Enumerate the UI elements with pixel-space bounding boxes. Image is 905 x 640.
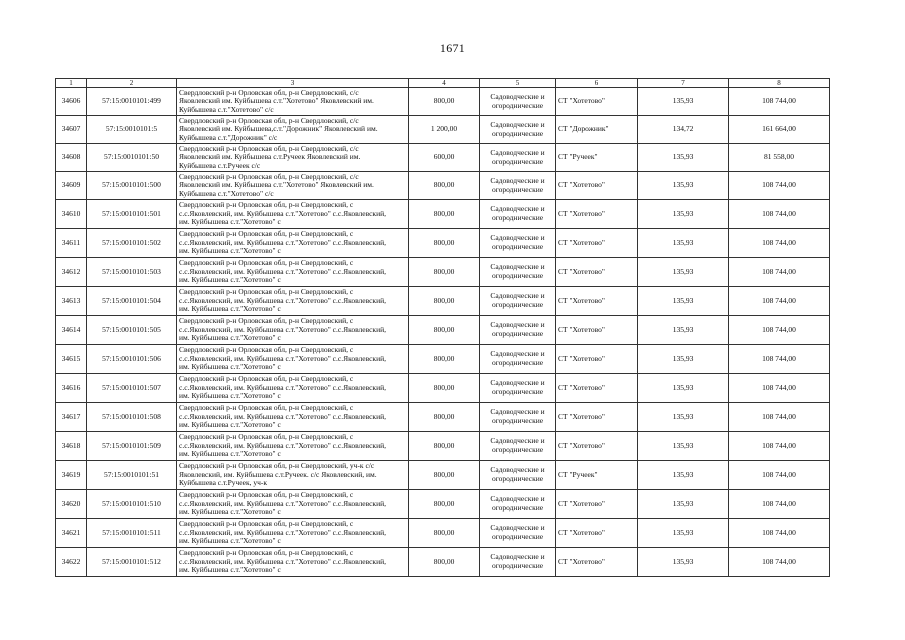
category-line: огороднические bbox=[491, 213, 544, 222]
address-cell bbox=[177, 519, 409, 548]
table-row bbox=[56, 229, 830, 258]
address-line: с.с.Яковлевский, им. Куйбышева с.т."Хотетово" с.с.Яковлевский, bbox=[179, 383, 386, 392]
table-body bbox=[56, 88, 830, 577]
table-row bbox=[56, 316, 830, 345]
cadastral-value: 81 558,00 bbox=[729, 144, 830, 172]
cadastral-number: 57:15:0010101:508 bbox=[87, 403, 177, 432]
address-line: с.с.Яковлевский, им. Куйбышева с.т."Хотетово" с.с.Яковлевский, bbox=[179, 441, 386, 450]
table-row bbox=[56, 490, 830, 519]
cadastral-number: 57:15:0010101:5 bbox=[87, 116, 177, 144]
cadastral-number: 57:15:0010101:501 bbox=[87, 200, 177, 229]
address-cell bbox=[177, 172, 409, 200]
organization-name: СТ "Хотетово" bbox=[556, 200, 638, 229]
category-line: огороднические bbox=[491, 416, 544, 425]
address-line: с.с.Яковлевский, им. Куйбышева с.т."Хотетово" с.с.Яковлевский, bbox=[179, 412, 386, 421]
land-use-category bbox=[480, 316, 556, 345]
page-number: 1671 bbox=[439, 41, 466, 55]
category-line: Садоводческие и bbox=[490, 349, 545, 359]
cadastral-value: 108 744,00 bbox=[729, 345, 830, 374]
cadastral-value: 161 664,00 bbox=[729, 116, 830, 144]
address-line: Свердловский р-н Орловская обл, р-н Свердловский, с/с bbox=[179, 88, 359, 97]
organization-name: СТ "Хотетово" bbox=[556, 258, 638, 287]
category-line: Садоводческие и bbox=[490, 262, 545, 272]
category-line: Садоводческие и bbox=[490, 436, 545, 446]
cadastral-number: 57:15:0010101:51 bbox=[87, 461, 177, 490]
table-row bbox=[56, 116, 830, 144]
address-line: Куйбышева с.т."Хотетово" с/с bbox=[179, 189, 274, 198]
specific-value: 135,93 bbox=[638, 144, 729, 172]
area-value: 800,00 bbox=[409, 519, 480, 548]
cadastral-value: 108 744,00 bbox=[729, 519, 830, 548]
category-line: огороднические bbox=[491, 561, 544, 570]
organization-name: СТ "Хотетово" bbox=[556, 519, 638, 548]
specific-value: 135,93 bbox=[638, 548, 729, 577]
specific-value: 135,93 bbox=[638, 88, 729, 116]
cadastral-number: 57:15:0010101:505 bbox=[87, 316, 177, 345]
category-line: огороднические bbox=[491, 358, 544, 367]
category-line: огороднические bbox=[491, 271, 544, 280]
address-line: Куйбышева с.т."Хотетово" с/с bbox=[179, 105, 274, 114]
address-cell bbox=[177, 432, 409, 461]
specific-value: 135,93 bbox=[638, 374, 729, 403]
specific-value: 135,93 bbox=[638, 229, 729, 258]
table-row bbox=[56, 432, 830, 461]
row-number: 34611 bbox=[56, 229, 87, 258]
address-line: Свердловский р-н Орловская обл, р-н Свердловский, с bbox=[179, 259, 354, 268]
table-row bbox=[56, 345, 830, 374]
cadastral-value: 108 744,00 bbox=[729, 172, 830, 200]
address-line: Свердловский р-н Орловская обл, р-н Свердловский, с/с bbox=[179, 172, 359, 181]
address-line: им. Куйбышева с.т."Хотетово" с bbox=[179, 276, 281, 285]
category-line: Садоводческие и bbox=[490, 291, 545, 301]
address-line: Свердловский р-н Орловская обл, р-н Свердловский, с bbox=[179, 520, 354, 529]
area-value: 600,00 bbox=[409, 144, 480, 172]
specific-value: 135,93 bbox=[638, 403, 729, 432]
cadastral-value: 108 744,00 bbox=[729, 548, 830, 577]
table-row bbox=[56, 461, 830, 490]
address-cell bbox=[177, 229, 409, 258]
column-index: 8 bbox=[729, 79, 830, 88]
row-number: 34618 bbox=[56, 432, 87, 461]
table-row bbox=[56, 403, 830, 432]
address-line: Свердловский р-н Орловская обл, р-н Свердловский, с bbox=[179, 549, 354, 558]
category-line: Садоводческие и bbox=[490, 552, 545, 562]
table-row bbox=[56, 144, 830, 172]
organization-name: СТ "Хотетово" bbox=[556, 345, 638, 374]
address-cell bbox=[177, 461, 409, 490]
category-line: Садоводческие и bbox=[490, 465, 545, 475]
category-line: огороднические bbox=[491, 503, 544, 512]
organization-name: СТ "Хотетово" bbox=[556, 432, 638, 461]
address-cell bbox=[177, 287, 409, 316]
address-line: Свердловский р-н Орловская обл, р-н Свердловский, с bbox=[179, 201, 354, 210]
land-use-category bbox=[480, 345, 556, 374]
area-value: 800,00 bbox=[409, 374, 480, 403]
organization-name: СТ "Хотетово" bbox=[556, 548, 638, 577]
land-use-category bbox=[480, 287, 556, 316]
area-value: 1 200,00 bbox=[409, 116, 480, 144]
cadastral-value: 108 744,00 bbox=[729, 316, 830, 345]
cadastral-number: 57:15:0010101:512 bbox=[87, 548, 177, 577]
category-line: огороднические bbox=[491, 184, 544, 194]
cadastral-number: 57:15:0010101:511 bbox=[87, 519, 177, 548]
land-use-category bbox=[480, 144, 556, 172]
specific-value: 135,93 bbox=[638, 287, 729, 316]
address-line: им. Куйбышева с.т."Хотетово" с bbox=[179, 566, 281, 575]
cadastral-value: 108 744,00 bbox=[729, 200, 830, 229]
address-line: Свердловский р-н Орловская обл, р-н Свердловский, с bbox=[179, 346, 354, 355]
row-number: 34614 bbox=[56, 316, 87, 345]
cadastral-value: 108 744,00 bbox=[729, 374, 830, 403]
address-line: с.с.Яковлевский, им. Куйбышева с.т."Хотетово" с.с.Яковлевский, bbox=[179, 325, 386, 334]
specific-value: 134,72 bbox=[638, 116, 729, 144]
row-number: 34616 bbox=[56, 374, 87, 403]
category-line: Садоводческие и bbox=[490, 119, 545, 129]
table-row bbox=[56, 172, 830, 200]
category-line: Садоводческие и bbox=[490, 204, 545, 214]
row-number: 34607 bbox=[56, 116, 87, 144]
column-index: 3 bbox=[177, 79, 409, 88]
address-line: им. Куйбышева с.т."Хотетово" с bbox=[179, 392, 281, 401]
cadastral-value: 108 744,00 bbox=[729, 432, 830, 461]
category-line: Садоводческие и bbox=[490, 494, 545, 504]
cadastral-number: 57:15:0010101:509 bbox=[87, 432, 177, 461]
land-use-category bbox=[480, 432, 556, 461]
address-cell bbox=[177, 258, 409, 287]
address-line: Свердловский р-н Орловская обл, р-н Свердловский, с bbox=[179, 288, 354, 297]
address-line: Свердловский р-н Орловская обл, р-н Свердловский, с/с bbox=[179, 116, 359, 125]
address-line: с.с.Яковлевский, им. Куйбышева с.т."Хотетово" с.с.Яковлевский, bbox=[179, 238, 386, 247]
area-value: 800,00 bbox=[409, 258, 480, 287]
address-line: Свердловский р-н Орловская обл, р-н Свердловский, уч-к с/с bbox=[179, 462, 375, 471]
address-line: Свердловский р-н Орловская обл, р-н Свердловский, с bbox=[179, 404, 354, 413]
category-line: огороднические bbox=[491, 242, 544, 251]
address-line: им. Куйбышева с.т."Хотетово" с bbox=[179, 450, 281, 459]
area-value: 800,00 bbox=[409, 548, 480, 577]
cadastral-number: 57:15:0010101:502 bbox=[87, 229, 177, 258]
column-index: 1 bbox=[56, 79, 87, 88]
address-line: им. Куйбышева с.т."Хотетово" с bbox=[179, 363, 281, 372]
specific-value: 135,93 bbox=[638, 432, 729, 461]
organization-name: СТ "Хотетово" bbox=[556, 403, 638, 432]
category-line: огороднические bbox=[491, 156, 544, 166]
category-line: Садоводческие и bbox=[490, 147, 545, 157]
land-use-category bbox=[480, 116, 556, 144]
area-value: 800,00 bbox=[409, 229, 480, 258]
category-line: Садоводческие и bbox=[490, 233, 545, 243]
address-line: с.с.Яковлевский, им. Куйбышева с.т."Хотетово" с.с.Яковлевский, bbox=[179, 267, 386, 276]
organization-name: СТ "Ручеек" bbox=[556, 144, 638, 172]
address-cell bbox=[177, 116, 409, 144]
address-cell bbox=[177, 403, 409, 432]
table-row bbox=[56, 374, 830, 403]
cadastral-value: 108 744,00 bbox=[729, 490, 830, 519]
cadastral-number: 57:15:0010101:499 bbox=[87, 88, 177, 116]
organization-name: СТ "Хотетово" bbox=[556, 374, 638, 403]
area-value: 800,00 bbox=[409, 490, 480, 519]
address-line: им. Куйбышева с.т."Хотетово" с bbox=[179, 218, 281, 227]
area-value: 800,00 bbox=[409, 403, 480, 432]
cadastral-number: 57:15:0010101:507 bbox=[87, 374, 177, 403]
row-number: 34606 bbox=[56, 88, 87, 116]
address-cell bbox=[177, 316, 409, 345]
category-line: огороднические bbox=[491, 387, 544, 396]
land-use-category bbox=[480, 200, 556, 229]
cadastral-value: 108 744,00 bbox=[729, 287, 830, 316]
address-line: им. Куйбышева с.т."Хотетово" с bbox=[179, 247, 281, 256]
address-line: Свердловский р-н Орловская обл, р-н Свердловский, с bbox=[179, 375, 354, 384]
row-number: 34619 bbox=[56, 461, 87, 490]
column-index: 7 bbox=[638, 79, 729, 88]
table-row bbox=[56, 548, 830, 577]
address-line: Куйбышева с.т.Ручеек, уч-к bbox=[179, 479, 268, 488]
row-number: 34609 bbox=[56, 172, 87, 200]
row-number: 34613 bbox=[56, 287, 87, 316]
row-number: 34612 bbox=[56, 258, 87, 287]
land-use-category bbox=[480, 258, 556, 287]
specific-value: 135,93 bbox=[638, 258, 729, 287]
area-value: 800,00 bbox=[409, 172, 480, 200]
address-line: Яковлевский им. Куйбышева с.т.Ручеек Яковлевский им. bbox=[179, 153, 361, 162]
specific-value: 135,93 bbox=[638, 200, 729, 229]
address-line: им. Куйбышева с.т."Хотетово" с bbox=[179, 508, 281, 517]
address-cell bbox=[177, 345, 409, 374]
organization-name: СТ "Хотетово" bbox=[556, 316, 638, 345]
specific-value: 135,93 bbox=[638, 490, 729, 519]
address-line: с.с.Яковлевский, им. Куйбышева с.т."Хотетово" с.с.Яковлевский, bbox=[179, 528, 386, 537]
area-value: 800,00 bbox=[409, 287, 480, 316]
cadastral-value: 108 744,00 bbox=[729, 403, 830, 432]
organization-name: СТ "Хотетово" bbox=[556, 88, 638, 116]
category-line: Садоводческие и bbox=[490, 378, 545, 388]
address-line: Яковлевский им. Куйбышева,с.т."Дорожник" Яковлевский им. bbox=[179, 125, 378, 134]
address-cell bbox=[177, 490, 409, 519]
table-row bbox=[56, 287, 830, 316]
cadastral-value: 108 744,00 bbox=[729, 258, 830, 287]
cadastral-number: 57:15:0010101:500 bbox=[87, 172, 177, 200]
row-number: 34615 bbox=[56, 345, 87, 374]
address-line: Свердловский р-н Орловская обл, р-н Свердловский, с bbox=[179, 491, 354, 500]
table-row bbox=[56, 200, 830, 229]
row-number: 34622 bbox=[56, 548, 87, 577]
address-line: Свердловский р-н Орловская обл, р-н Свердловский, с bbox=[179, 317, 354, 326]
category-line: огороднические bbox=[491, 300, 544, 309]
category-line: огороднические bbox=[491, 329, 544, 338]
category-line: Садоводческие и bbox=[490, 407, 545, 417]
address-line: им. Куйбышева с.т."Хотетово" с bbox=[179, 334, 281, 343]
land-use-category bbox=[480, 88, 556, 116]
area-value: 800,00 bbox=[409, 200, 480, 229]
address-line: Куйбышева с.т."Дорожник" с/с bbox=[179, 133, 278, 142]
area-value: 800,00 bbox=[409, 432, 480, 461]
category-line: огороднические bbox=[491, 474, 544, 483]
address-line: им. Куйбышева с.т."Хотетово" с bbox=[179, 537, 281, 546]
cadastral-value: 108 744,00 bbox=[729, 229, 830, 258]
cadastral-number: 57:15:0010101:50 bbox=[87, 144, 177, 172]
specific-value: 135,93 bbox=[638, 345, 729, 374]
category-line: Садоводческие и bbox=[490, 91, 545, 101]
area-value: 800,00 bbox=[409, 316, 480, 345]
organization-name: СТ "Дорожник" bbox=[556, 116, 638, 144]
land-use-category bbox=[480, 490, 556, 519]
category-line: огороднические bbox=[491, 100, 544, 110]
category-line: Садоводческие и bbox=[490, 175, 545, 185]
cadastral-number: 57:15:0010101:503 bbox=[87, 258, 177, 287]
table-row bbox=[56, 519, 830, 548]
cadastral-value: 108 744,00 bbox=[729, 88, 830, 116]
row-number: 34617 bbox=[56, 403, 87, 432]
land-use-category bbox=[480, 403, 556, 432]
address-line: Свердловский р-н Орловская обл, р-н Свердловский, с bbox=[179, 230, 354, 239]
land-use-category bbox=[480, 519, 556, 548]
specific-value: 135,93 bbox=[638, 316, 729, 345]
column-index-row bbox=[56, 79, 830, 88]
address-line: Куйбышева с.т.Ручеек с/с bbox=[179, 161, 261, 170]
address-line: с.с.Яковлевский, им. Куйбышева с.т."Хотетово" с.с.Яковлевский, bbox=[179, 296, 386, 305]
specific-value: 135,93 bbox=[638, 172, 729, 200]
row-number: 34608 bbox=[56, 144, 87, 172]
category-line: Садоводческие и bbox=[490, 320, 545, 330]
category-line: Садоводческие и bbox=[490, 523, 545, 533]
address-cell bbox=[177, 374, 409, 403]
area-value: 800,00 bbox=[409, 461, 480, 490]
cadastral-number: 57:15:0010101:510 bbox=[87, 490, 177, 519]
land-use-category bbox=[480, 461, 556, 490]
address-line: Свердловский р-н Орловская обл, р-н Свердловский, с/с bbox=[179, 144, 359, 153]
address-line: с.с.Яковлевский, им. Куйбышева с.т."Хотетово" с.с.Яковлевский, bbox=[179, 499, 386, 508]
category-line: огороднические bbox=[491, 532, 544, 541]
table-row bbox=[56, 258, 830, 287]
organization-name: СТ "Хотетово" bbox=[556, 287, 638, 316]
organization-name: СТ "Ручеек" bbox=[556, 461, 638, 490]
row-number: 34621 bbox=[56, 519, 87, 548]
organization-name: СТ "Хотетово" bbox=[556, 229, 638, 258]
address-line: с.с.Яковлевский, им. Куйбышева с.т."Хотетово" с.с.Яковлевский, bbox=[179, 557, 386, 566]
address-cell bbox=[177, 144, 409, 172]
table-row bbox=[56, 88, 830, 116]
address-line: Яковлевский, им. Куйбышева с.т.Ручеек. с/с Яковлевский, им. bbox=[179, 470, 377, 479]
column-index: 5 bbox=[480, 79, 556, 88]
column-index: 4 bbox=[409, 79, 480, 88]
row-number: 34610 bbox=[56, 200, 87, 229]
address-cell bbox=[177, 88, 409, 116]
specific-value: 135,93 bbox=[638, 461, 729, 490]
address-line: Яковлевский им. Куйбышева с.т."Хотетово" Яковлевский им. bbox=[179, 97, 374, 106]
address-cell bbox=[177, 200, 409, 229]
land-use-category bbox=[480, 229, 556, 258]
column-index: 6 bbox=[556, 79, 638, 88]
area-value: 800,00 bbox=[409, 88, 480, 116]
cadastral-value: 108 744,00 bbox=[729, 461, 830, 490]
organization-name: СТ "Хотетово" bbox=[556, 172, 638, 200]
address-line: им. Куйбышева с.т."Хотетово" с bbox=[179, 421, 281, 430]
land-registry-table bbox=[55, 78, 830, 577]
organization-name: СТ "Хотетово" bbox=[556, 490, 638, 519]
address-line: им. Куйбышева с.т."Хотетово" с bbox=[179, 305, 281, 314]
category-line: огороднические bbox=[491, 128, 544, 138]
cadastral-number: 57:15:0010101:506 bbox=[87, 345, 177, 374]
column-index: 2 bbox=[87, 79, 177, 88]
address-line: с.с.Яковлевский, им. Куйбышева с.т."Хотетово" с.с.Яковлевский, bbox=[179, 354, 386, 363]
address-line: Яковлевский им. Куйбышева с.т."Хотетово" Яковлевский им. bbox=[179, 181, 374, 190]
land-use-category bbox=[480, 172, 556, 200]
address-line: с.с.Яковлевский, им. Куйбышева с.т."Хотетово" с.с.Яковлевский, bbox=[179, 209, 386, 218]
address-cell bbox=[177, 548, 409, 577]
land-use-category bbox=[480, 374, 556, 403]
specific-value: 135,93 bbox=[638, 519, 729, 548]
row-number: 34620 bbox=[56, 490, 87, 519]
cadastral-number: 57:15:0010101:504 bbox=[87, 287, 177, 316]
land-use-category bbox=[480, 548, 556, 577]
category-line: огороднические bbox=[491, 445, 544, 454]
address-line: Свердловский р-н Орловская обл, р-н Свердловский, с bbox=[179, 433, 354, 442]
area-value: 800,00 bbox=[409, 345, 480, 374]
